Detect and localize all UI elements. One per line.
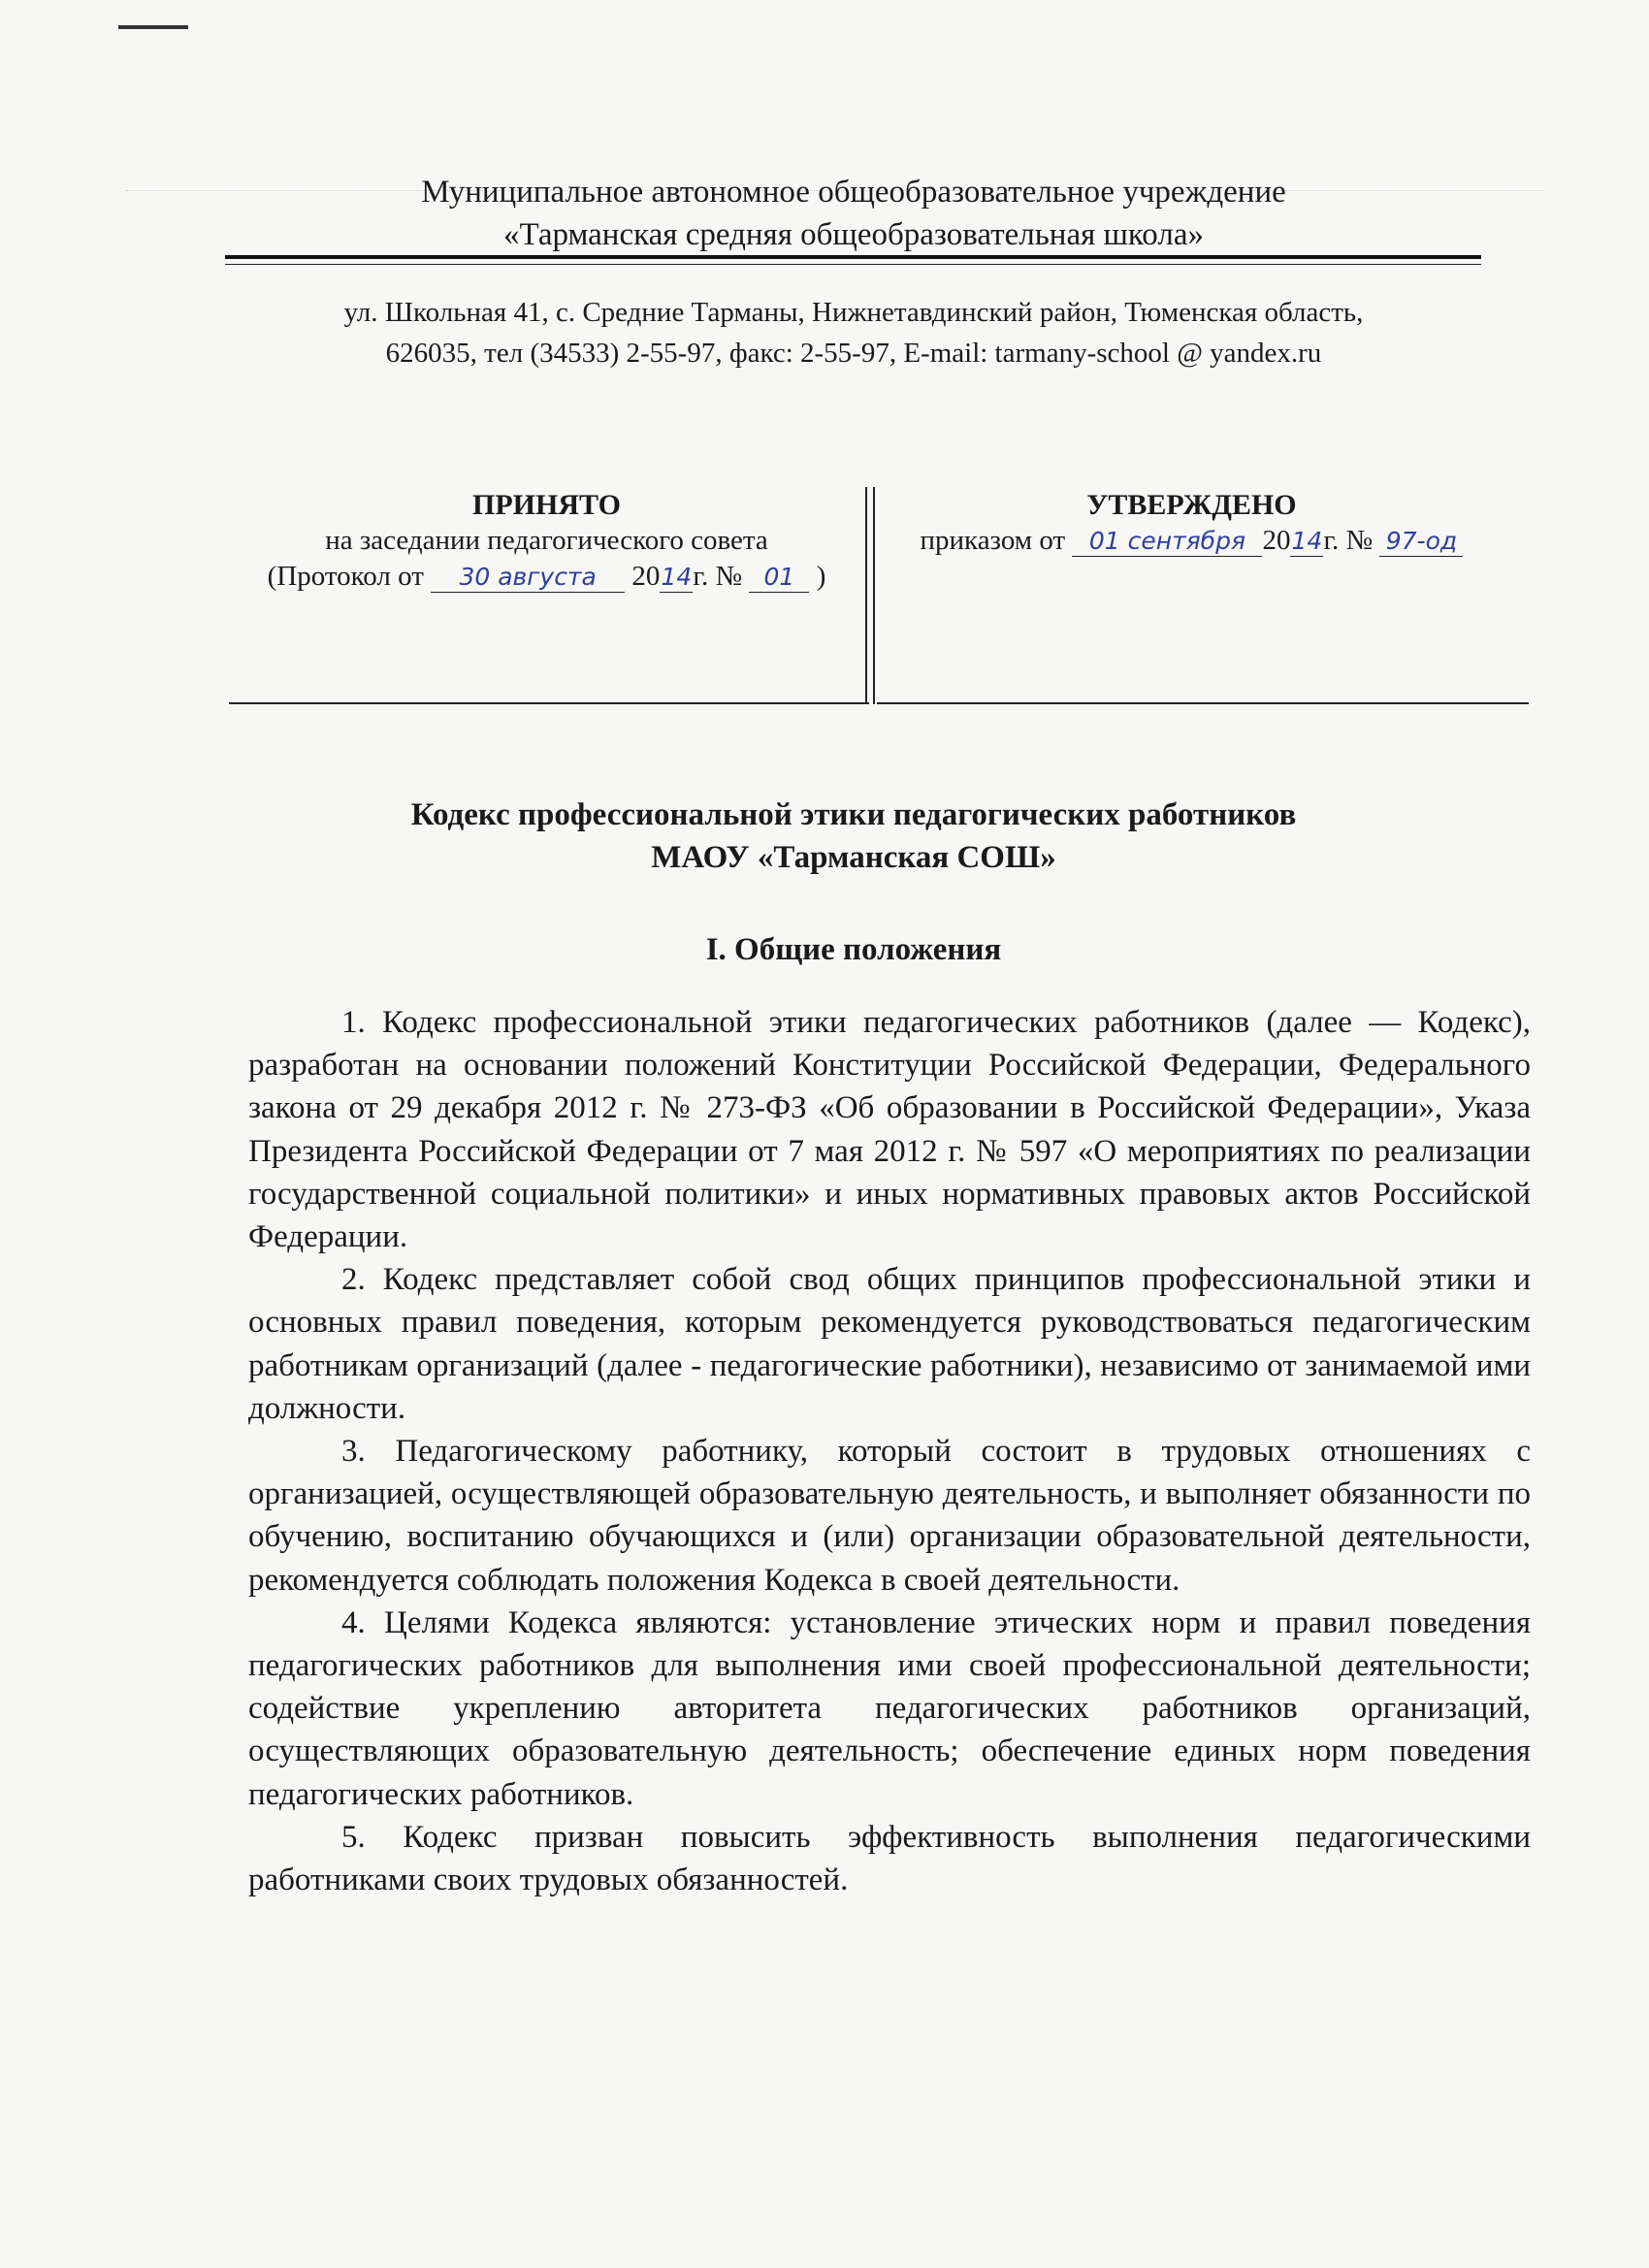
accepted-title: ПРИНЯТО <box>472 489 621 521</box>
paragraph-3: 3. Педагогическому работнику, который состоит в трудовых отношениях с организацией, осуществляющей образовательную деятельность, и выполняет обязанности по обучению, воспитанию обучающихся и (или) организации образовательной деятельности, рекомендуется соблюдать положения Кодекса в своей деятельности. <box>248 1434 1531 1598</box>
divider-line-2 <box>873 487 875 704</box>
org-name-line1: Муниципальное автономное общеобразовательное учреждение <box>421 175 1286 210</box>
document-title-line2: МАОУ «Тарманская СОШ» <box>651 840 1056 875</box>
approval-block <box>229 487 1529 704</box>
handwritten-date: 30 августа <box>431 563 625 593</box>
accepted-protocol-line: (Протокол от 30 августа 2014г. № 01 ) <box>267 561 826 592</box>
document-title <box>223 794 1484 879</box>
handwritten-number: 97-од <box>1379 527 1463 557</box>
section-title: I. Общие положения <box>705 932 1002 967</box>
address-line2: 626035, тел (34533) 2-55-97, факс: 2-55-97, E-mail: tarmany-school @ yandex.ru <box>385 338 1322 369</box>
approved-title: УТВЕРЖДЕНО <box>1086 489 1297 521</box>
paragraph-1: 1. Кодекс профессиональной этики педагогических работников (далее — Кодекс), разработан на основании положений Конституции Российской Федерации, Федерального закона от 29 декабря 2012 г. № 273-ФЗ «Об образовании в Российской Федерации», Указа Президента Российской Федерации от 7 мая 2012 г. № 597 «О мероприятиях по реализации государственной социальной политики» и иных нормативных правовых актов Российской Федерации. <box>248 1005 1531 1255</box>
accepted-council-line: на заседании педагогического совета <box>325 525 768 556</box>
paragraph-5: 5. Кодекс призван повысить эффективность выполнения педагогическими работниками своих трудовых обязанностей. <box>248 1819 1531 1898</box>
organization-header <box>223 171 1484 256</box>
handwritten-year: 14 <box>661 563 693 591</box>
header-rule-thin <box>225 264 1481 265</box>
corner-mark <box>118 25 188 29</box>
approved-bottom-rule <box>877 702 1529 704</box>
org-name-line2: «Тарманская средняя общеобразовательная школа» <box>503 217 1204 252</box>
document-title-line1: Кодекс профессиональной этики педагогических работников <box>410 797 1297 832</box>
header-rule-thick <box>225 255 1481 259</box>
address-line1: ул. Школьная 41, с. Средние Тарманы, Нижнетавдинский район, Тюменская область, <box>343 297 1364 328</box>
paragraph-2: 2. Кодекс представляет собой свод общих принципов профессиональной этики и основных правил поведения, которым рекомендуется руководствоваться педагогическим работникам организаций (далее - педагогические работники), независимо от занимаемой ими должности. <box>248 1262 1531 1426</box>
document-body <box>248 1001 1531 1901</box>
accepted-stamp <box>229 487 864 595</box>
paragraph-4: 4. Целями Кодекса являются: установление этических норм и правил поведения педагогических работников для выполнения ими своей профессиональной деятельности; содействие укреплению авторитета педагогических работников организаций, осуществляющих образовательную деятельность; обеспечение единых норм поведения педагогических работников. <box>248 1604 1531 1812</box>
handwritten-year: 14 <box>1291 527 1323 555</box>
handwritten-number: 01 <box>749 563 809 593</box>
address-block <box>223 292 1484 373</box>
approved-order-line: приказом от 01 сентября 2014г. № 97-од <box>879 523 1504 559</box>
approved-stamp <box>879 487 1504 559</box>
divider-line-1 <box>865 487 867 704</box>
accepted-bottom-rule <box>229 702 869 704</box>
handwritten-date: 01 сентября <box>1072 527 1262 557</box>
